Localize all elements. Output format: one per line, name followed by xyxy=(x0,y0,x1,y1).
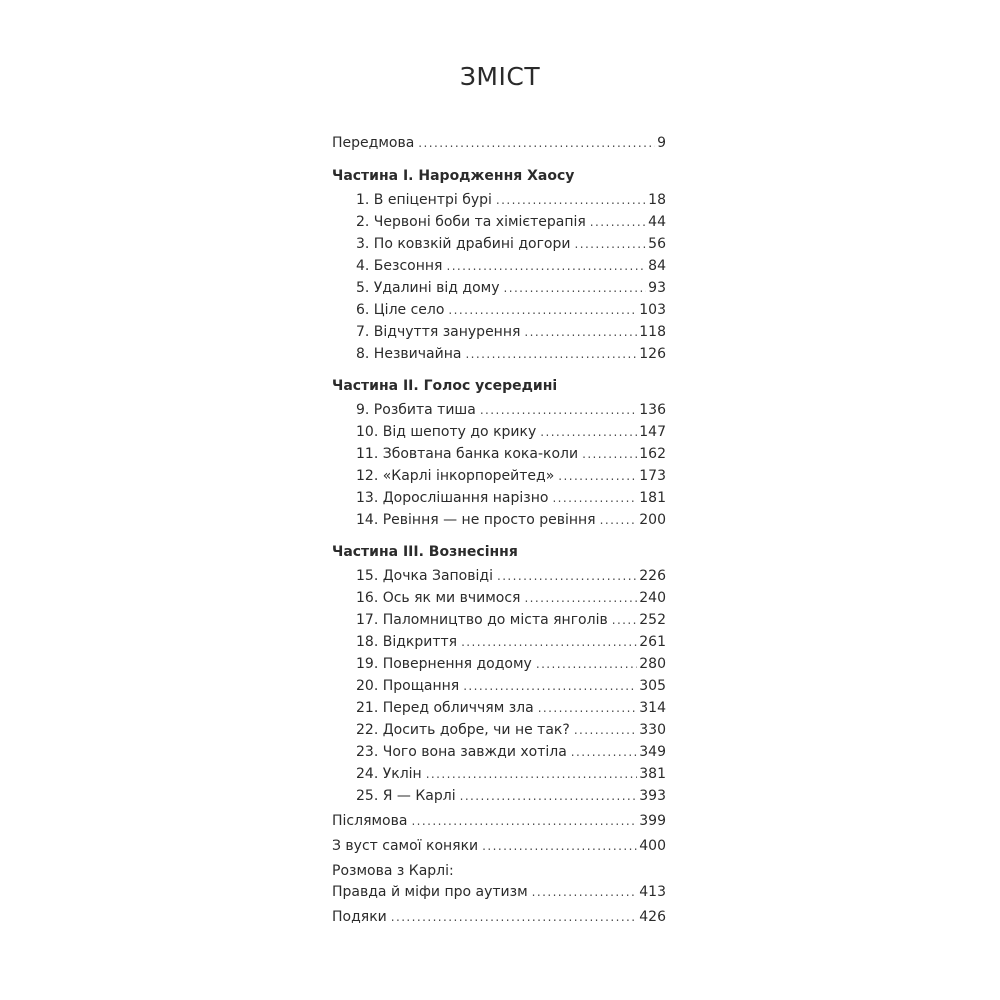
toc-page-number: 118 xyxy=(639,324,666,340)
toc-entry-conversation xyxy=(332,881,666,903)
dot-leader xyxy=(612,609,638,631)
toc-chapter-21 xyxy=(356,697,666,719)
dot-leader xyxy=(600,509,638,531)
toc-entry-label: 4. Безсоння xyxy=(356,258,443,274)
toc-page-number: 162 xyxy=(639,446,666,462)
dot-leader xyxy=(460,785,638,807)
dot-leader xyxy=(524,321,637,343)
toc-page-number: 18 xyxy=(648,192,666,208)
toc-entry-label: 19. Повернення додому xyxy=(356,656,532,672)
toc-chapter-4 xyxy=(356,255,666,277)
dot-leader xyxy=(540,421,637,443)
toc-page-number: 9 xyxy=(657,135,666,151)
toc-page-number: 147 xyxy=(639,424,666,440)
toc-page-number: 426 xyxy=(639,909,666,925)
dot-leader xyxy=(411,810,637,832)
toc-chapter-13 xyxy=(356,487,666,509)
dot-leader xyxy=(461,631,637,653)
toc-entry-label: 21. Перед обличчям зла xyxy=(356,700,534,716)
dot-leader xyxy=(426,763,638,785)
toc-chapter-11 xyxy=(356,443,666,465)
dot-leader xyxy=(463,675,637,697)
dot-leader xyxy=(504,277,647,299)
toc-entry-label: 25. Я — Карлі xyxy=(356,788,456,804)
dot-leader xyxy=(574,233,646,255)
toc-page-number: 393 xyxy=(639,788,666,804)
toc-entry-label: 10. Від шепоту до крику xyxy=(356,424,537,440)
dot-leader xyxy=(391,906,638,928)
toc-entry-afterword xyxy=(332,810,666,832)
toc-chapter-17 xyxy=(356,609,666,631)
dot-leader xyxy=(496,189,646,211)
toc-entry-label: 12. «Карлі інкорпорейтед» xyxy=(356,468,555,484)
toc-chapter-3 xyxy=(356,233,666,255)
toc-chapter-1 xyxy=(356,189,666,211)
toc-entry-label: 7. Відчуття занурення xyxy=(356,324,521,340)
toc-entry-label: 13. Дорослішання нарізно xyxy=(356,490,549,506)
toc-page-number: 330 xyxy=(639,722,666,738)
toc-chapter-10 xyxy=(356,421,666,443)
dot-leader xyxy=(536,653,637,675)
toc-entry-acknowledgements xyxy=(332,906,666,928)
toc-entry-label: 16. Ось як ми вчимося xyxy=(356,590,521,606)
toc-chapter-25 xyxy=(356,785,666,807)
toc-chapter-2 xyxy=(356,211,666,233)
dot-leader xyxy=(524,587,637,609)
dot-leader xyxy=(590,211,646,233)
toc-chapter-15 xyxy=(356,565,666,587)
toc-chapter-9 xyxy=(356,399,666,421)
toc-page-number: 56 xyxy=(648,236,666,252)
dot-leader xyxy=(480,399,637,421)
toc-chapter-20 xyxy=(356,675,666,697)
dot-leader xyxy=(465,343,637,365)
toc-entry-label: 5. Удалині від дому xyxy=(356,280,500,296)
toc-entry-label: 11. Збовтана банка кока-коли xyxy=(356,446,579,462)
toc-entry-label: 20. Прощання xyxy=(356,678,460,694)
toc-entry-label: 24. Уклін xyxy=(356,766,422,782)
dot-leader xyxy=(418,132,655,154)
toc-page-number: 305 xyxy=(639,678,666,694)
toc-chapter-22 xyxy=(356,719,666,741)
dot-leader xyxy=(574,719,637,741)
dot-leader xyxy=(497,565,637,587)
toc-entry-label: 22. Досить добре, чи не так? xyxy=(356,722,570,738)
toc-chapter-23 xyxy=(356,741,666,763)
toc-entry-label: 23. Чого вона завжди хотіла xyxy=(356,744,567,760)
toc-page-number: 252 xyxy=(639,612,666,628)
toc-entry-label: 6. Ціле село xyxy=(356,302,445,318)
toc-entry-label: 18. Відкриття xyxy=(356,634,458,650)
toc-page-number: 349 xyxy=(639,744,666,760)
toc-entry-label: 15. Дочка Заповіді xyxy=(356,568,493,584)
toc-entry-label: 1. В епіцентрі бурі xyxy=(356,192,492,208)
toc-entry-label: 2. Червоні боби та хімієтерапія xyxy=(356,214,586,230)
toc-chapter-5 xyxy=(356,277,666,299)
toc-chapter-24 xyxy=(356,763,666,785)
dot-leader xyxy=(482,835,637,857)
part-1-heading: Частина I. Народження Хаосу xyxy=(332,168,575,184)
toc-chapter-6 xyxy=(356,299,666,321)
toc-page-number: 136 xyxy=(639,402,666,418)
toc-page-number: 173 xyxy=(639,468,666,484)
toc-page-number: 280 xyxy=(639,656,666,672)
toc-entry-foreword xyxy=(332,132,666,154)
toc-entry-label: 9. Розбита тиша xyxy=(356,402,476,418)
toc-page-number: 400 xyxy=(639,838,666,854)
toc-entry-label: 8. Незвичайна xyxy=(356,346,462,362)
toc-entry-from-horse xyxy=(332,835,666,857)
toc-page-number: 399 xyxy=(639,813,666,829)
dot-leader xyxy=(446,255,646,277)
toc-chapter-14 xyxy=(356,509,666,531)
dot-leader xyxy=(448,299,637,321)
toc-page-number: 261 xyxy=(639,634,666,650)
toc-chapter-8 xyxy=(356,343,666,365)
toc-chapter-16 xyxy=(356,587,666,609)
toc-chapter-12 xyxy=(356,465,666,487)
toc-page-number: 84 xyxy=(648,258,666,274)
toc-chapter-7 xyxy=(356,321,666,343)
toc-page-number: 126 xyxy=(639,346,666,362)
dot-leader xyxy=(532,881,638,903)
toc-entry-label: Правда й міфи про аутизм xyxy=(332,884,528,900)
dot-leader xyxy=(571,741,637,763)
toc-entry-label: 17. Паломництво до міста янголів xyxy=(356,612,608,628)
page-title: ЗМІСТ xyxy=(459,62,541,91)
toc-entry-label: 3. По ковзкій драбині догори xyxy=(356,236,571,252)
toc-page-number: 200 xyxy=(639,512,666,528)
toc-page-number: 240 xyxy=(639,590,666,606)
toc-page-number: 381 xyxy=(639,766,666,782)
toc-page-number: 103 xyxy=(639,302,666,318)
part-3-heading: Частина III. Вознесіння xyxy=(332,544,518,560)
dot-leader xyxy=(552,487,637,509)
dot-leader xyxy=(582,443,637,465)
toc-entry-label: З вуст самої коняки xyxy=(332,838,479,854)
toc-page-number: 413 xyxy=(639,884,666,900)
part-2-heading: Частина II. Голос усередині xyxy=(332,378,558,394)
toc-entry-label: Післямова xyxy=(332,813,408,829)
toc-entry-conversation-line1: Розмова з Карлі: xyxy=(332,863,454,879)
dot-leader xyxy=(558,465,637,487)
toc-page-number: 314 xyxy=(639,700,666,716)
toc-page-number: 181 xyxy=(639,490,666,506)
toc-entry-label: 14. Ревіння — не просто ревіння xyxy=(356,512,596,528)
toc-entry-label: Передмова xyxy=(332,135,415,151)
toc-chapter-18 xyxy=(356,631,666,653)
toc-page-number: 44 xyxy=(648,214,666,230)
toc-page-number: 226 xyxy=(639,568,666,584)
toc-chapter-19 xyxy=(356,653,666,675)
toc-page-number: 93 xyxy=(648,280,666,296)
toc-entry-label: Подяки xyxy=(332,909,387,925)
dot-leader xyxy=(538,697,638,719)
